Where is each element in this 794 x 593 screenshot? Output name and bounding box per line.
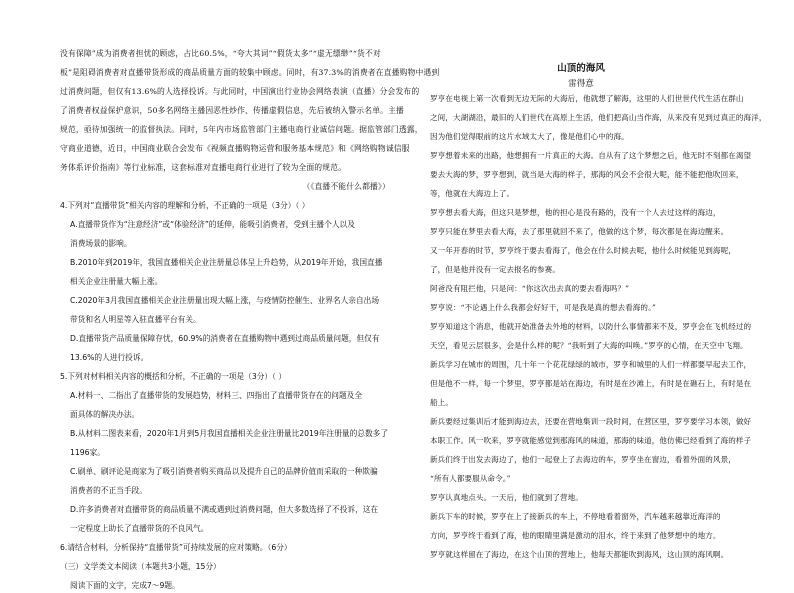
left-column <box>60 0 440 590</box>
text-line: 相关企业注册量大幅上涨。 <box>70 277 163 286</box>
text-line: 新兵要经过集训后才能到海边去，还要在营地集训一段时间，在营区里，罗亨要学习本领，做好 <box>430 417 752 426</box>
text-line: 罗亨知道这个消息，他就开始准备去外地的材料，以防什么事情都来不及，罗亨会在飞机经过的 <box>430 322 752 331</box>
story-title: 山顶的海风 <box>557 63 605 74</box>
text-line: 了，但是他并没有一定去报名的参赛。 <box>430 265 560 274</box>
text-line: 没有保障”成为消费者担忧的顾虑，占比60.5%，“夸大其词”“假货太多”“虚无缥缈”“货不对 <box>60 49 381 58</box>
text-line: D.直播带货产品质量保障存忧，60.9%的消费者在直播购物中遇到过商品质量问题，但仅有 <box>70 334 380 343</box>
text-line: （《直播不能什么都播》） <box>302 182 390 191</box>
text-line: 带货和名人明星等入驻直播平台有关。 <box>70 315 201 324</box>
text-line: C.2020年3月我国直播相关企业注册量出现大幅上涨，与疫情防控催生、业界名人亲自出场 <box>70 296 380 305</box>
text-line: 4.下列对“直播带货”相关内容的理解和分析，不正确的一项是（3分）（ ） <box>60 201 310 210</box>
text-line: 又一年开春的时节，罗亨终于要去看海了，他会在什么时候去呢，他什么时候能见到海呢， <box>430 246 736 255</box>
text-line: 一定程度上助长了直播带货的不良风气。 <box>70 524 209 533</box>
text-line: 之间，大湖湖沿，最旧的人们世代在高原上生活，他们把高山当作海，从来没有见到过真正的海洋， <box>430 113 767 122</box>
text-line: B.2010年到2019年，我国直播相关企业注册量总体呈上升趋势，从2019年开始，我国直播 <box>70 258 383 267</box>
text-line: C.刷单、刷评论是商家为了吸引消费者购买商品以及提升自己的品牌价值而采取的一种欺骗 <box>70 467 378 476</box>
text-line: 守商业道德，近日，中国商业联合会发布《视频直播购物运营和服务基本规范》和《网络购物诚信服 <box>60 144 410 153</box>
text-line: 新兵下车的时候，罗亨在上了接新兵的车上，不停地看着窗外，汽车越来越靠近海洋的 <box>430 512 721 521</box>
text-line: 罗亨就这样留在了海边，在这个山顶的营地上，他每天都能吹到海风，这山顶的海风啊。 <box>430 550 729 559</box>
text-line: 新兵们终于出发去海边了，他们一起登上了去海边的车，罗亨坐在窗边，看着外面的风景， <box>430 455 736 464</box>
text-line: 阿爸没有阻拦他，只是问：“你这次出去真的要去看海吗？” <box>430 284 630 293</box>
text-line: 罗亨只能在梦里去看大海，去了那里就回不来了，他做的这个梦，每次都是在海边醒来。 <box>430 227 729 236</box>
right-column <box>420 0 767 565</box>
text-line: 13.6%的人进行投诉。 <box>70 353 149 362</box>
text-line: 但是他不一样，每一个梦里，罗亨都是站在海边，有时是在沙滩上，有时是在礁石上，有时是在 <box>430 379 752 388</box>
text-line: A.直播带货作为“注意经济”或“体验经济”的延伸，能吸引消费者，受到主播个人以及 <box>70 220 355 229</box>
text-line: 新兵学习在城市的周围，几十年一个花花绿绿的城市，罗亨和城里的人们一样都要早起去工作， <box>430 360 752 369</box>
text-line: 天空，看见云层很多，会是什么样的呢？“我听到了大海的叫唤。”罗亨的心情，在天空中飞翔。 <box>430 341 748 350</box>
text-line: 务体系评价指南》等行业标准，这套标准对直播电商行业进行了较为全面的规范。 <box>60 163 347 172</box>
text-line: 方向，罗亨终于看到了海，他的眼睛里满是激动的泪水，终于来到了他梦想中的地方。 <box>430 531 721 540</box>
text-line: 阅读下面的文字，完成7～9题。 <box>70 581 180 590</box>
story-author: 雷得意 <box>568 79 594 89</box>
text-line: 消费者的不正当手段。 <box>70 486 147 495</box>
text-line: 罗亨说：“不论遇上什么我都会好好干，可是我是真的想去看海的。” <box>430 303 656 312</box>
text-line: 了消费者权益保护意识，50多名网络主播因恶性炒作、传播虚假信息，先后被纳入警示名单。主播 <box>60 106 404 115</box>
text-line: 船上。 <box>430 398 453 407</box>
text-line: 罗亨想去看大海，但这只是梦想，他的担心是没有路的，没有一个人去过这样的海边， <box>430 208 721 217</box>
text-line: 等，他就在大海边上了。 <box>430 189 515 198</box>
text-line: （三）文学类文本阅读（本题共3小题，15分） <box>60 562 221 571</box>
text-line: 1196家。 <box>70 448 105 457</box>
text-line: 罗亨认真地点头。一天后，他们就到了营地。 <box>430 493 583 502</box>
text-line: 5.下列对材料相关内容的概括和分析，不正确的一项是（3分）（ ） <box>60 372 287 381</box>
text-line: 规范，亟待加强统一的监督执法。同时，5年内市场监管部门主播电商行业诚信问题。据监管部门透露， <box>60 125 423 134</box>
text-line: “所有人都要服从命令。” <box>430 474 511 483</box>
text-line: D.许多消费者对直播带货的商品质量不满或遇到过消费问题，但大多数选择了不投诉，这在 <box>70 505 379 514</box>
text-line: B.从材料二图表来看，2020年1月到5月我国直播相关企业注册量比2019年注册量的总数多了 <box>70 429 389 438</box>
text-line: 消费场景的影响。 <box>70 239 132 248</box>
text-line: 本职工作。风一吹来，罗亨就能感觉到那海风的味道，那海的味道，他仿佛已经看到了海的样子 <box>430 436 752 445</box>
text-line: A.材料一、二指出了直播带货的发展趋势，材料三、四指出了直播带货存在的问题及全 <box>70 391 363 400</box>
text-line: 板”是阻碍消费者对直播带货形成的商品质量方面的较集中顾虑。同时，有37.3%的消费者在直播购物中遇到 <box>60 68 440 77</box>
text-line: 要去大海的梦，罗亨想到，就当是大海的样子，那海的风会不会很大呢，能不能把他吹回来， <box>430 170 744 179</box>
text-line: 罗亨想着未来的出路，他想拥有一片真正的大海。自从有了这个梦想之后，他无时不刻都在渴望 <box>430 151 752 160</box>
text-line: 面具体的解决办法。 <box>70 410 140 419</box>
text-line: 6.请结合材料，分析保持“直播带货”可持续发展的应对策略。（6分） <box>60 543 292 552</box>
text-line: 过消费问题，但仅有13.6%的人选择投诉。与此同时，中国演出行业协会网络表演（直播）分会发布的 <box>60 87 420 96</box>
text-line: 罗亨在电视上第一次看到无边无际的大海后，他就想了解海，这里的人们世世代代生活在群山 <box>430 94 744 103</box>
text-line: 因为他们觉得眼前的这片水域太大了，像是他们心中的海。 <box>430 132 629 141</box>
